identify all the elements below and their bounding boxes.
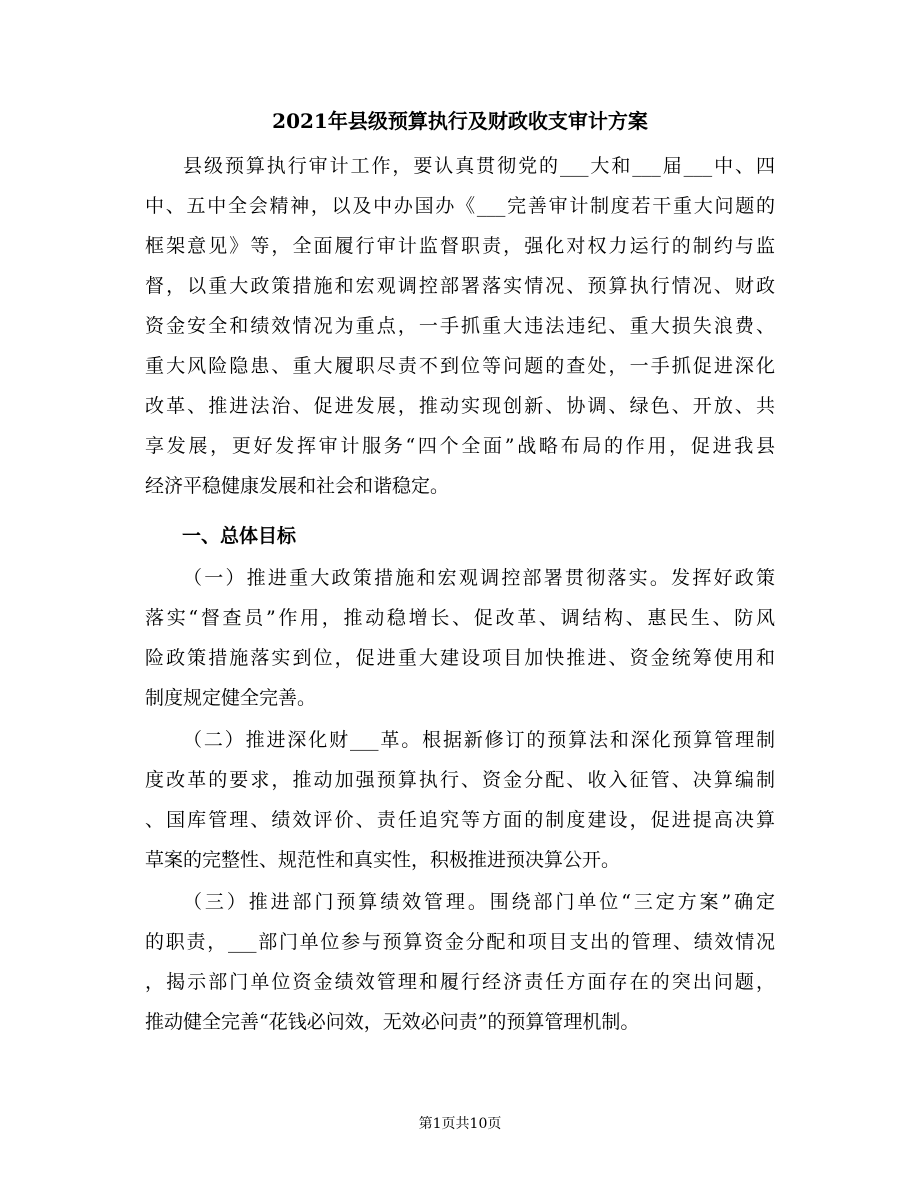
paragraph-line: 经济平稳健康发展和社会和谐稳定。 bbox=[145, 475, 450, 497]
section-heading: 一、总体目标 bbox=[182, 525, 297, 547]
paragraph-line: 落实“督查员”作用，推动稳增长、促改革、调结构、惠民生、防风 bbox=[145, 607, 775, 629]
paragraph-line: 险政策措施落实到位，促进重大建设项目加快推进、资金统筹使用和 bbox=[145, 647, 775, 669]
page-footer: 第1页共10页 bbox=[418, 1116, 502, 1132]
paragraph-line: ，揭示部门单位资金绩效管理和履行经济责任方面存在的突出问题， bbox=[145, 971, 775, 993]
paragraph-line: 县级预算执行审计工作，要认真贯彻党的___大和___届___中、四 bbox=[183, 155, 775, 177]
paragraph-line: 、国库管理、绩效评价、责任追究等方面的制度建设，促进提高决算 bbox=[145, 809, 775, 831]
paragraph-line: 度改革的要求，推动加强预算执行、资金分配、收入征管、决算编制 bbox=[145, 769, 775, 791]
paragraph-line: 督，以重大政策措施和宏观调控部署落实情况、预算执行情况、财政 bbox=[145, 275, 775, 297]
document-body-2 bbox=[145, 0, 775, 1191]
paragraph-line: 推动健全完善“花钱必问效，无效必问责”的预算管理机制。 bbox=[145, 1011, 640, 1033]
paragraph-line: 享发展，更好发挥审计服务“四个全面”战略布局的作用，促进我县 bbox=[145, 435, 775, 457]
paragraph-line: 资金安全和绩效情况为重点，一手抓重大违法违纪、重大损失浪费、 bbox=[145, 315, 775, 337]
paragraph-line: 制度规定健全完善。 bbox=[145, 687, 317, 709]
paragraph-line: （一）推进重大政策措施和宏观调控部署贯彻落实。发挥好政策 bbox=[183, 567, 775, 589]
paragraph-line: 改革、推进法治、促进发展，推动实现创新、协调、绿色、开放、共 bbox=[145, 395, 775, 417]
paragraph-line: （三）推进部门预算绩效管理。围绕部门单位“三定方案”确定 bbox=[183, 891, 775, 913]
document-title: 2021年县级预算执行及财政收支审计方案 bbox=[272, 109, 648, 133]
paragraph-line: （二）推进深化财___革。根据新修订的预算法和深化预算管理制 bbox=[183, 729, 775, 751]
paragraph-line: 重大风险隐患、重大履职尽责不到位等问题的查处，一手抓促进深化 bbox=[145, 355, 775, 377]
paragraph-line: 中、五中全会精神，以及中办国办《___完善审计制度若干重大问题的 bbox=[145, 195, 775, 217]
paragraph-line: 草案的完整性、规范性和真实性，积极推进预决算公开。 bbox=[145, 849, 621, 871]
paragraph-line: 的职责，___部门单位参与预算资金分配和项目支出的管理、绩效情况 bbox=[145, 931, 775, 953]
paragraph-line: 框架意见》等，全面履行审计监督职责，强化对权力运行的制约与监 bbox=[145, 235, 775, 257]
